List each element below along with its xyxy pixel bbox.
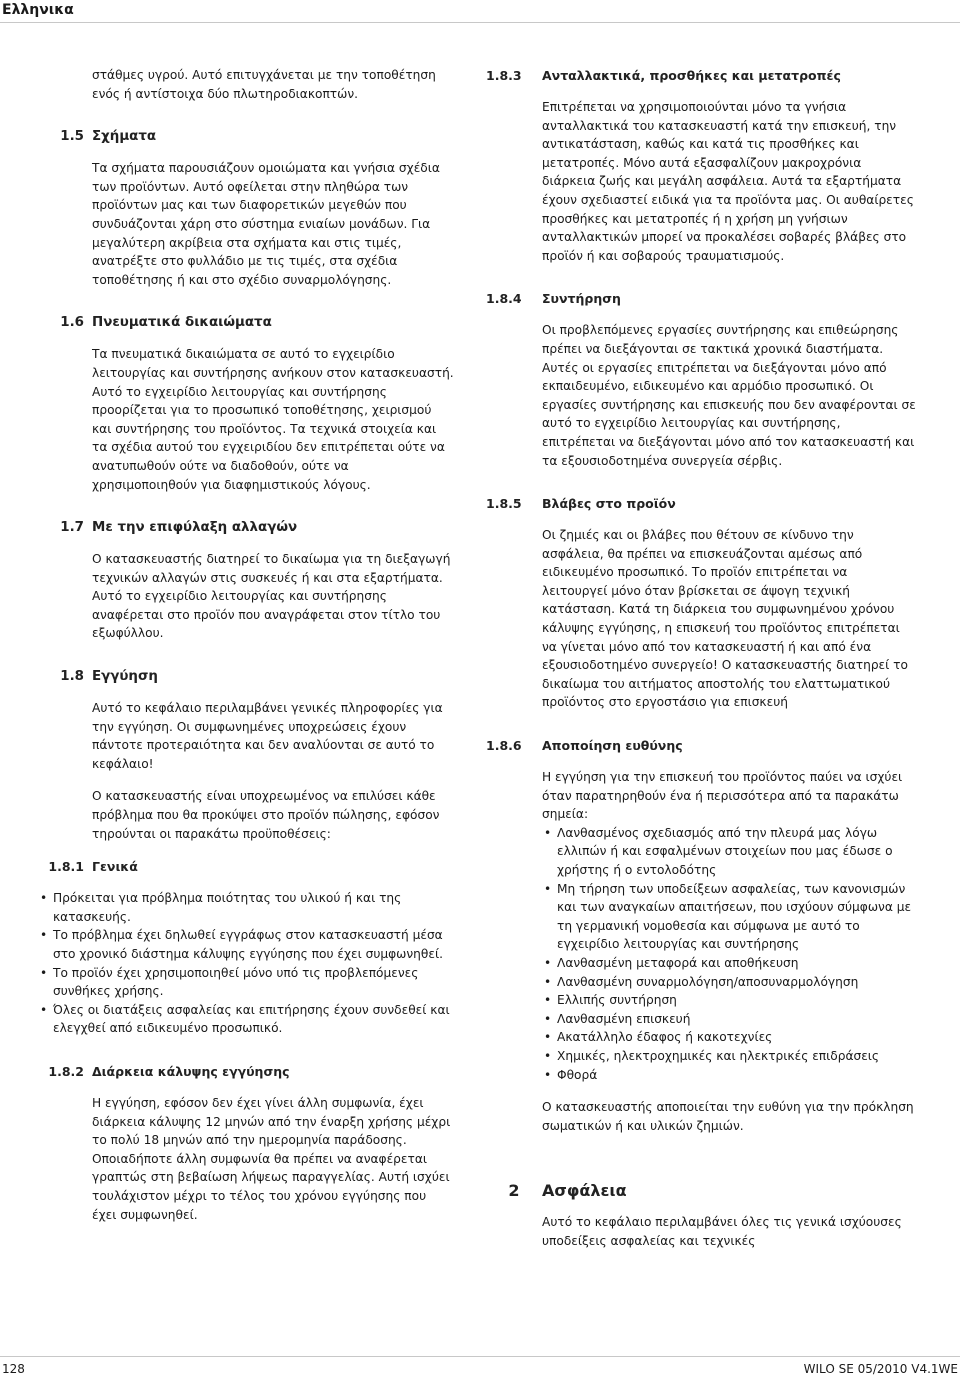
section-title: Γενικά bbox=[92, 859, 138, 875]
section-number: 1.8.4 bbox=[486, 291, 522, 307]
section-number: 1.8.5 bbox=[486, 496, 522, 512]
section-title: Με την επιφύλαξη αλλαγών bbox=[92, 520, 298, 536]
section-title: Πνευματικά δικαιώματα bbox=[92, 315, 272, 331]
list-item: • Όλες οι διατάξεις ασφαλείας και επιτήρησης έχουν συνδεθεί και ελεγχθεί από ειδικευμένο προσωπικό. bbox=[38, 1001, 454, 1038]
list-item: • Χημικές, ηλεκτροχημικές και ηλεκτρικές επιδράσεις bbox=[542, 1047, 916, 1066]
section-title: Διάρκεια κάλυψης εγγύησης bbox=[92, 1063, 290, 1079]
section-title: Ασφάλεια bbox=[542, 1181, 627, 1201]
page-number: 128 bbox=[2, 1362, 25, 1376]
section-1-8-1-list bbox=[38, 889, 454, 1038]
section-1-7-text: Ο κατασκευαστής διατηρεί το δικαίωμα για τη διεξαγωγή τεχνικών αλλαγών στις συσκευές ή και στα εξαρτήματα. Αυτό το εγχειρίδιο λειτουργίας και συντήρησης αναφέρεται στο προϊόν που αναγράφεται στον τίτλο του εξωφύλλου. bbox=[92, 552, 451, 641]
document-code: WILO SE 05/2010 V4.1WE bbox=[803, 1362, 958, 1376]
section-1-7-heading bbox=[38, 518, 454, 537]
right-column bbox=[486, 66, 916, 1251]
section-1-6-text: Τα πνευματικά δικαιώματα σε αυτό το εγχειρίδιο λειτουργίας και συντήρησης ανήκουν στον κατασκευαστή. Αυτό το εγχειρίδιο λειτουργίας και συντήρησης προορίζεται για το προσωπικό τοποθέτησης, χειρισμού και συντήρησης του προϊόντος. Τα τεχνικά στοιχεία και τα σχέδια αυτού του εγχειριδίου δεν επιτρέπεται ούτε να ανατυπωθούν ούτε να διαδοθούν, ούτε να χρησιμοποιηθούν για διαφημιστικούς λόγους. bbox=[92, 347, 454, 492]
section-1-8-1-heading bbox=[38, 857, 454, 876]
section-title: Ανταλλακτικά, προσθήκες και μετατροπές bbox=[542, 68, 841, 83]
section-number: 1.8 bbox=[60, 669, 84, 685]
intro-paragraph: στάθμες υγρού. Αυτό επιτυγχάνεται με την τοποθέτηση ενός ή αντίστοιχα δύο πλωτηροδιακοπτών. bbox=[92, 68, 436, 101]
section-1-8-2-heading bbox=[38, 1062, 454, 1081]
list-item: • Φθορά bbox=[542, 1066, 916, 1085]
section-title: Αποποίηση ευθύνης bbox=[542, 738, 683, 754]
section-1-5-text: Τα σχήματα παρουσιάζουν ομοιώματα και γνήσια σχέδια των προϊόντων. Αυτό οφείλεται στην πληθώρα των προϊόντων μας και των διαφορετικών μεγεθών που συνδυάζονται χάρη στο σύστημα ενιαίων μονάδων. Για μεγαλύτερη ακρίβεια στα σχήματα και στις τιμές, ανατρέξτε στο φυλλάδιο με τις τιμές, στα σχέδια τοποθέτησης ή και στο σχέδιο συναρμολόγησης. bbox=[92, 161, 440, 287]
section-title: Συντήρηση bbox=[542, 291, 621, 307]
list-item: • Μη τήρηση των υποδείξεων ασφαλείας, των κανονισμών και των αναγκαίων απαιτήσεων, που ισχύουν σύμφωνα με τη γερμανική νομοθεσία και σύμφωνα με αυτό το εγχειρίδιο λειτουργίας και συντήρησης bbox=[542, 880, 916, 954]
language-label: Ελληνικα bbox=[0, 0, 98, 20]
list-item: • Λανθασμένη συναρμολόγηση/αποσυναρμολόγηση bbox=[542, 973, 916, 992]
section-1-8-2-text: Η εγγύηση, εφόσον δεν έχει γίνει άλλη συμφωνία, έχει διάρκεια κάλυψης 12 μηνών από την έναρξη χρήσης μέχρι το πολύ 18 μηνών από την ημερομηνία παράδοσης. Οποιαδήποτε άλλη συμφωνία θα πρέπει να αναφέρεται γραπτώς στη βεβαίωση λήψεως παραγγελίας. Αυτή ισχύει τουλάχιστον μέχρι το τέλος του χρόνου εγγύησης που έχει συμφωνηθεί. bbox=[92, 1095, 451, 1222]
section-title: Βλάβες στο προϊόν bbox=[542, 496, 676, 512]
section-number: 2 bbox=[508, 1181, 520, 1201]
list-item: • Ακατάλληλο έδαφος ή κακοτεχνίες bbox=[542, 1028, 916, 1047]
list-item: • Πρόκειται για πρόβλημα ποιότητας του υλικού ή και της κατασκευής. bbox=[38, 889, 454, 926]
section-1-8-text-2: Ο κατασκευαστής είναι υποχρεωμένος να επιλύσει κάθε πρόβλημα που θα προκύψει στο προϊόν πώλησης, εφόσον τηρούνται οι παρακάτω προϋποθέσεις: bbox=[92, 789, 440, 841]
header-divider bbox=[0, 22, 960, 23]
section-1-8-text-1: Αυτό το κεφάλαιο περιλαμβάνει γενικές πληροφορίες για την εγγύηση. Οι συμφωνημένες υποχρεώσεις έχουν πάντοτε προτεραιότητα και δεν αναλύονται σε αυτό το κεφάλαιο! bbox=[92, 701, 443, 771]
list-item: • Το πρόβλημα έχει δηλωθεί εγγράφως στον κατασκευαστή μέσα στο χρονικό διάστημα κάλυψης εγγύησης που έχει συμφωνηθεί. bbox=[38, 926, 454, 963]
section-1-8-6-text: Η εγγύηση για την επισκευή του προϊόντος παύει να ισχύει όταν παρατηρηθούν ένα ή περισσότερα από τα παρακάτω σημεία: bbox=[542, 770, 903, 822]
section-number: 1.8.3 bbox=[486, 68, 522, 83]
section-number: 1.7 bbox=[60, 520, 84, 536]
section-number: 1.8.6 bbox=[486, 738, 522, 754]
section-number: 1.5 bbox=[60, 129, 84, 145]
section-1-8-6-closing: Ο κατασκευαστής αποποιείται την ευθύνη για την πρόκληση σωματικών ή και υλικών ζημιών. bbox=[542, 1100, 914, 1133]
list-item: • Ελλιπής συντήρηση bbox=[542, 991, 916, 1010]
section-number: 1.8.2 bbox=[48, 1063, 84, 1079]
list-item: • Το προϊόν έχει χρησιμοποιηθεί μόνο υπό τις προβλεπόμενες συνθήκες χρήσης. bbox=[38, 964, 454, 1001]
section-1-8-4-heading bbox=[486, 289, 916, 308]
section-1-8-3-text: Επιτρέπεται να χρησιμοποιούνται μόνο τα γνήσια ανταλλακτικά του κατασκευαστή κατά την επισκευή, την αντικατάσταση, καθώς και κατά τις προσθήκες και μετατροπές. Μόνο αυτά εξασφαλίζουν μακροχρόνια διάρκεια ζωής και μεγάλη ασφάλεια. Αυτά τα εξαρτήματα έχουν σχεδιαστεί ειδικά για τα προϊόντα μας. Οι αυθαίρετες προσθήκες και μετατροπές ή η χρήση μη γνήσιων ανταλλακτικών μπορεί να προκαλέσει σοβαρές βλάβες στο προϊόν ή και σοβαρούς τραυματισμούς. bbox=[542, 100, 914, 263]
section-1-8-6-list bbox=[542, 824, 916, 1084]
section-title: Εγγύηση bbox=[92, 669, 158, 685]
section-number: 1.8.1 bbox=[48, 859, 84, 875]
list-item: • Λανθασμένος σχεδιασμός από την πλευρά μας λόγω ελλιπών ή και εσφαλμένων στοιχείων που μας έδωσε ο χρήστης ή ο εντολοδότης bbox=[542, 824, 916, 880]
section-1-5-heading bbox=[38, 127, 454, 146]
section-1-8-3-heading bbox=[486, 66, 916, 85]
section-title: Σχήματα bbox=[92, 129, 157, 145]
list-item: • Λανθασμένη μεταφορά και αποθήκευση bbox=[542, 954, 916, 973]
footer-divider bbox=[0, 1356, 960, 1357]
section-1-8-6-heading bbox=[486, 736, 916, 755]
section-2-heading bbox=[486, 1181, 916, 1200]
section-1-8-5-heading bbox=[486, 494, 916, 513]
section-1-8-5-text: Οι ζημιές και οι βλάβες που θέτουν σε κίνδυνο την ασφάλεια, θα πρέπει να επισκευάζονται αμέσως από ειδικευμένο προσωπικό. Το προϊόν επιτρέπεται να λειτουργεί μόνο όταν βρίσκεται σε άψογη τεχνική κατάσταση. Κατά τη διάρκεια του συμφωνημένου χρόνου κάλυψης εγγύησης, η επισκευή του προϊόντος επιτρέπεται να γίνεται μόνο από τον κατασκευαστή ή και από ένα εξουσιοδοτημένο συνεργείο! Ο κατασκευαστής διατηρεί το δικαίωμα του αιτήματος αποστολής του ελαττωματικού προϊόντος στο εργοστάσιο για επισκευή bbox=[542, 528, 908, 710]
left-column bbox=[38, 66, 454, 1238]
section-number: 1.6 bbox=[60, 315, 84, 331]
section-1-8-heading bbox=[38, 667, 454, 686]
section-1-8-4-text: Οι προβλεπόμενες εργασίες συντήρησης και επιθεώρησης πρέπει να διεξάγονται σε τακτικά χρονικά διαστήματα. Αυτές οι εργασίες επιτρέπεται να διεξάγονται μόνο από εκπαιδευμένο, ειδικευμένο και αρμόδιο προσωπικό. Οι εργασίες συντήρησης και επισκευής που δεν αναφέρονται σε αυτό το εγχειρίδιο λειτουργίας και συντήρησης, επιτρέπεται να διεξάγονται μόνο από τον κατασκευαστή και τα εξουσιοδοτημένα συνεργεία σέρβις. bbox=[542, 323, 916, 468]
list-item: • Λανθασμένη επισκευή bbox=[542, 1010, 916, 1029]
section-1-6-heading bbox=[38, 313, 454, 332]
section-2-text: Αυτό το κεφάλαιο περιλαμβάνει όλες τις γενικά ισχύουσες υποδείξεις ασφαλείας και τεχνικές bbox=[542, 1215, 902, 1248]
